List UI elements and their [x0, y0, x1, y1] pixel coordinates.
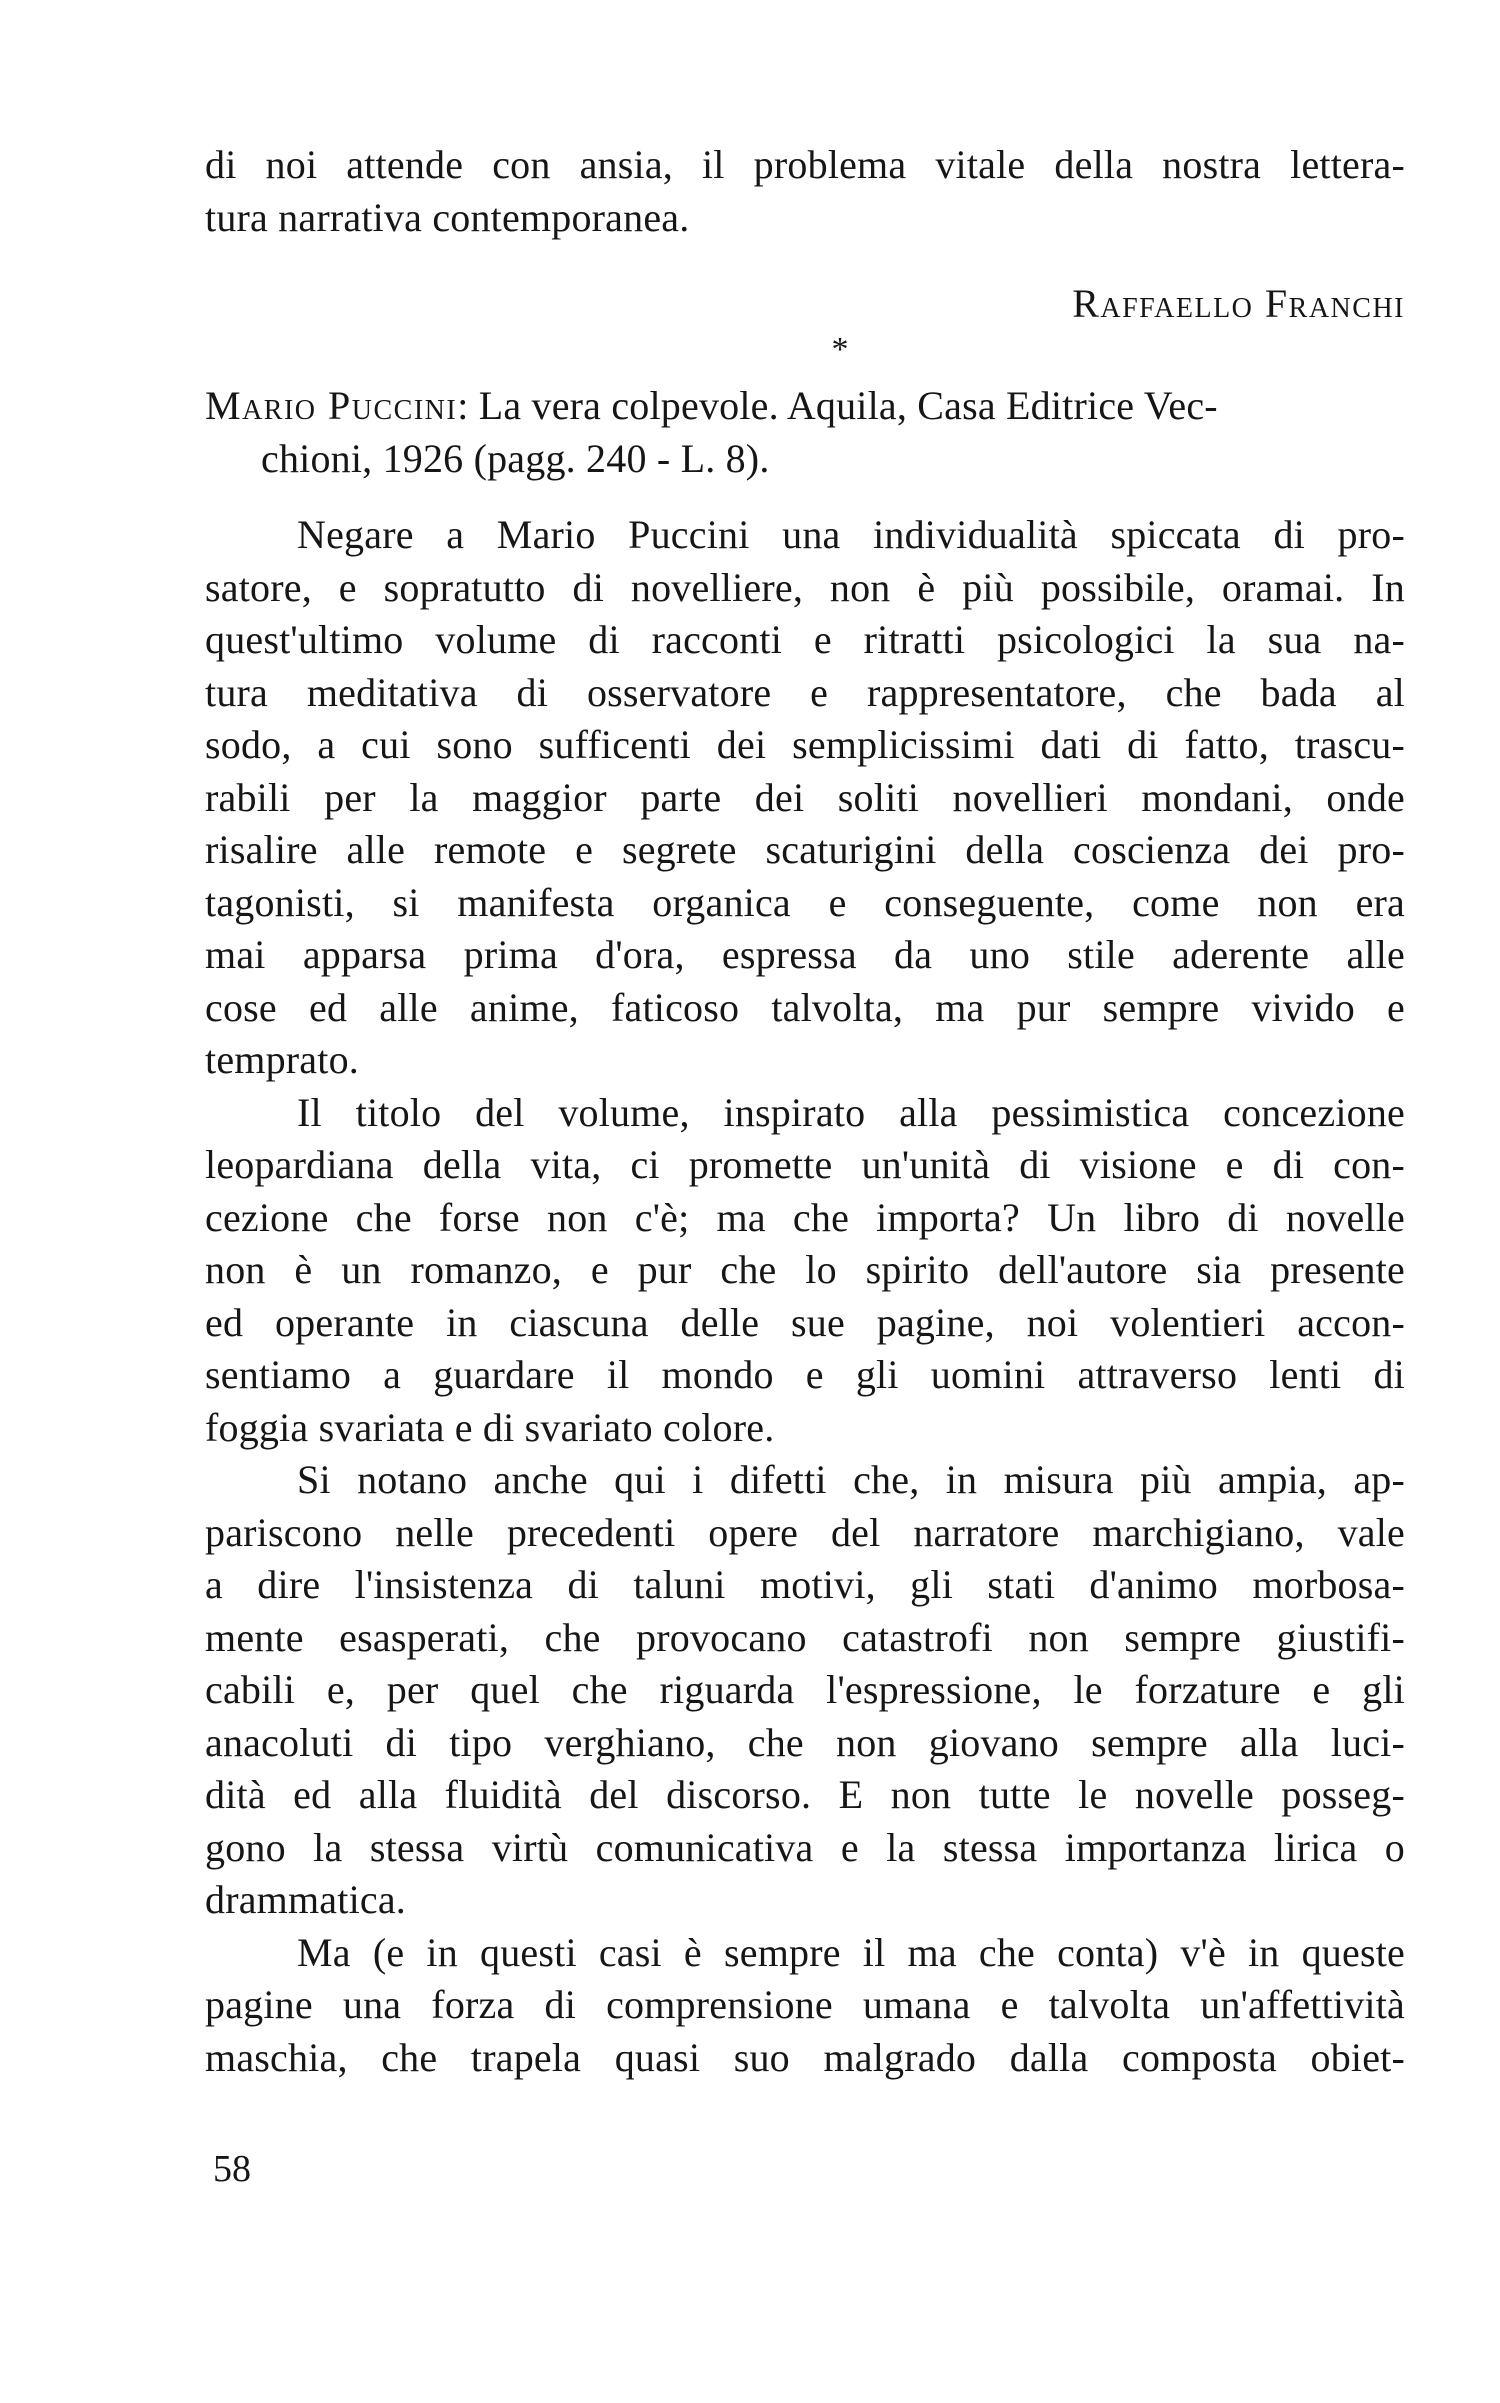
text-line: sodo, a cui sono sufficenti dei semplicissimi dati di fatto, trascu- — [205, 722, 1405, 767]
text-line: cezione che forse non c'è; ma che importa? Un libro di novelle — [205, 1194, 1405, 1240]
text-line: tura narrativa contemporanea. — [205, 194, 690, 240]
text-line: sentiamo a guardare il mondo e gli uomini attraverso lenti di — [205, 1352, 1405, 1397]
review-title: : La vera colpevole. Aquila, Casa Editrice Vec- — [457, 383, 1218, 428]
book-page — [205, 140, 1405, 2360]
text-line: di noi attende con ansia, il problema vitale della nostra lettera- — [205, 142, 1405, 187]
text-line: quest'ultimo volume di racconti e ritratti psicologici la sua na- — [205, 617, 1405, 662]
text-line: Negare a Mario Puccini una individualità spiccata di pro- — [297, 512, 1405, 557]
text-line: tagonisti, si manifesta organica e conseguente, come non era — [205, 879, 1405, 925]
text-line: pariscono nelle precedenti opere del narratore marchigiano, vale — [205, 1509, 1405, 1555]
review-header-line: chioni, 1926 (pagg. 240 - L. 8). — [261, 435, 770, 481]
text-line: temprato. — [205, 1037, 359, 1082]
text-line: drammatica. — [205, 1877, 406, 1922]
author-signature: Raffaello Franchi — [1072, 281, 1405, 326]
text-line: gono la stessa virtù comunicativa e la stessa importanza lirica o — [205, 1824, 1405, 1870]
text-line: mai apparsa prima d'ora, espressa da uno stile aderente alle — [205, 932, 1405, 977]
text-line: maschia, che trapela quasi suo malgrado dalla composta obiet- — [205, 2034, 1405, 2080]
review-header-line — [205, 381, 1405, 434]
intro-paragraph — [205, 140, 1405, 245]
text-line: Si notano anche qui i difetti che, in misura più ampia, ap- — [297, 1457, 1405, 1502]
text-line: mente esasperati, che provocano catastrofi non sempre giustifi- — [205, 1614, 1405, 1660]
text-line: non è un romanzo, e pur che lo spirito dell'autore sia presente — [205, 1247, 1405, 1292]
text-line: satore, e sopratutto di novelliere, non è più possibile, oramai. In — [205, 564, 1405, 610]
text-line: a dire l'insistenza di taluni motivi, gli stati d'animo morbosa- — [205, 1562, 1405, 1607]
review-header — [205, 381, 1405, 486]
text-line: Ma (e in questi casi è sempre il ma che conta) v'è in queste — [297, 1929, 1405, 1975]
text-line: pagine una forza di comprensione umana e talvolta un'affettività — [205, 1982, 1405, 2027]
text-line: anacoluti di tipo verghiano, che non giovano sempre alla luci- — [205, 1719, 1405, 1765]
text-line: Il titolo del volume, inspirato alla pessimistica concezione — [297, 1089, 1405, 1135]
text-line: leopardiana della vita, ci promette un'unità di visione e di con- — [205, 1142, 1405, 1187]
page-number: 58 — [213, 2148, 251, 2190]
text-line: dità ed alla fluidità del discorso. E non tutte le novelle posseg- — [205, 1772, 1405, 1817]
text-line: ed operante in ciascuna delle sue pagine, noi volentieri accon- — [205, 1299, 1405, 1345]
text-line: risalire alle remote e segrete scaturigini della coscienza dei pro- — [205, 827, 1405, 872]
text-line: foggia svariata e di svariato colore. — [205, 1404, 775, 1450]
paragraph — [205, 1088, 1405, 1456]
text-line: rabili per la maggior parte dei soliti novellieri mondani, onde — [205, 774, 1405, 820]
paragraph — [205, 1928, 1405, 2086]
review-author: Mario Puccini — [205, 383, 458, 428]
paragraph — [205, 1455, 1405, 1928]
text-line: tura meditativa di osservatore e rappresentatore, che bada al — [205, 669, 1405, 715]
text-line: cabili e, per quel che riguarda l'espressione, le forzature e gli — [205, 1667, 1405, 1712]
paragraph — [205, 510, 1405, 1088]
section-separator: * — [831, 331, 849, 368]
text-line: cose ed alle anime, faticoso talvolta, ma pur sempre vivido e — [205, 984, 1405, 1030]
